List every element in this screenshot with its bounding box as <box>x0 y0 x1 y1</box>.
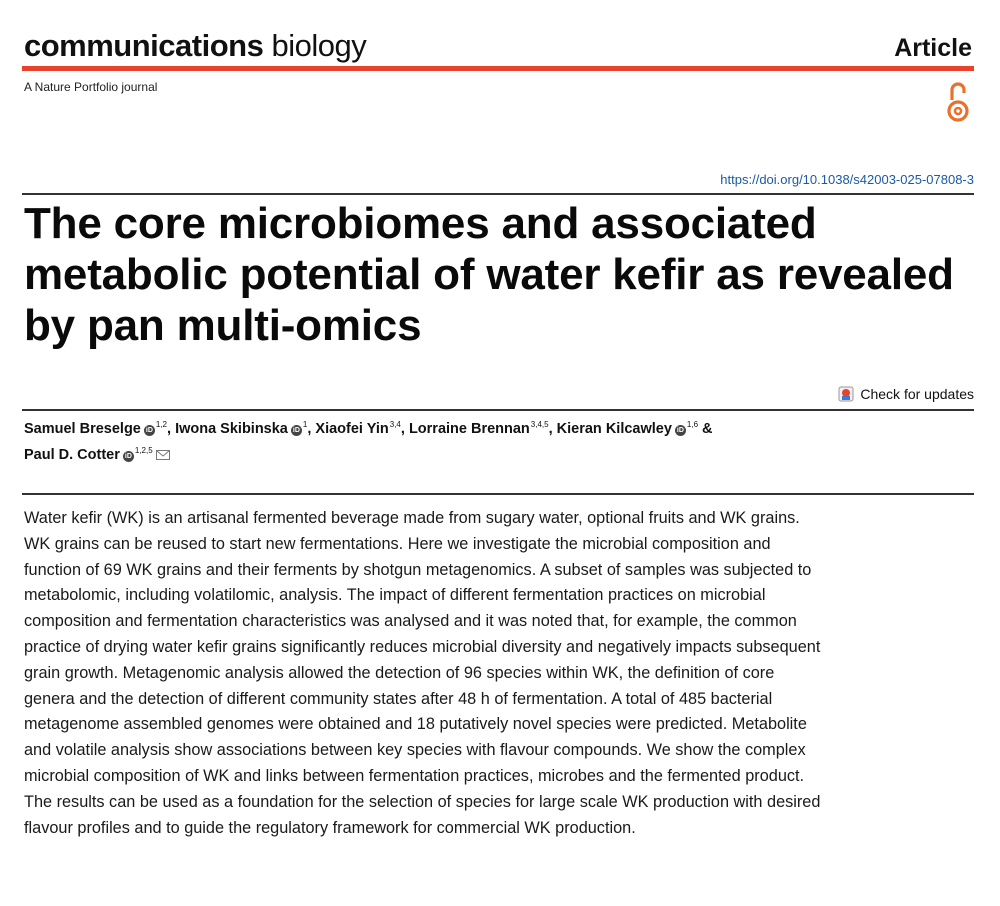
author-name[interactable]: Paul D. Cotter <box>24 447 120 463</box>
author-name[interactable]: Samuel Breselge <box>24 421 141 437</box>
author-affiliation: 3,4 <box>389 420 401 429</box>
abstract-text: Water kefir (WK) is an artisanal fermented beverage made from sugary water, optional fruits and WK grains. WK grains can be reused to start new fermentations. Here we investigate the microbial composition and function of 69 WK grains and their ferments by shotgun metagenomics. A subset of samples was subjected to metabolomic, including volatilomic, analysis. The impact of different fermentation practices on microbial composition and fermentation characteristics was analysed and it was noted that, for example, the common practice of drying water kefir grains significantly reduces microbial diversity and negatively impacts subsequent grain growth. Metagenomic analysis allowed the detection of 96 species within WK, the definition of core genera and the detection of different community states after 48 h of fermentation. A total of 485 bacterial metagenome assembled genomes were obtained and 18 putatively novel species were predicted. Metabolite and volatile analysis show associations between key species with flavour compounds. We show the complex microbial composition of WK and links between fermentation practices, microbes and the fermented product. The results can be used as a foundation for the selection of species for large scale WK production with desired flavour profiles and to guide the regulatory framework for commercial WK production. <box>24 509 821 837</box>
open-access-icon <box>944 80 972 124</box>
divider <box>22 493 974 495</box>
orcid-icon[interactable]: iD <box>145 427 153 434</box>
check-for-updates-button[interactable] <box>838 386 974 402</box>
header-accent-rule <box>22 66 974 71</box>
journal-name-light: biology <box>271 28 367 63</box>
author-name[interactable]: Kieran Kilcawley <box>556 421 672 437</box>
author-affiliation: 1,6 <box>686 420 699 429</box>
article-title: The core microbiomes and associated metabolic potential of water kefir as revealed by pan multi-omics <box>24 199 954 350</box>
orcid-icon[interactable]: iD <box>292 427 300 434</box>
orcid-icon[interactable]: iD <box>124 453 132 460</box>
author-affiliation: 1 <box>302 420 308 429</box>
author-name[interactable]: Lorraine Brennan <box>408 421 530 437</box>
doi-link[interactable]: https://doi.org/10.1038/s42003-025-07808-3 <box>720 172 974 187</box>
divider <box>22 193 974 195</box>
author-affiliation: 1,2,5 <box>134 446 153 455</box>
author-name[interactable]: Xiaofei Yin <box>315 421 389 437</box>
journal-name <box>24 28 366 64</box>
author-name[interactable]: Iwona Skibinska <box>175 421 288 437</box>
author-affiliation: 3,4,5 <box>530 420 549 429</box>
journal-name-bold: communications <box>24 28 264 63</box>
journal-subtitle: A Nature Portfolio journal <box>24 80 158 94</box>
author-affiliation: 1,2 <box>155 420 167 429</box>
check-updates-label: Check for updates <box>860 386 974 402</box>
email-icon[interactable] <box>156 450 170 460</box>
article-type-label: Article <box>894 34 972 62</box>
author-list: Samuel Breselge iD$^{1,2}$, Iwona Skibinska $iD^1$, Xiaofei Yin$^{3,4}$, Lorraine Brennan$^{3,4,5}$, Kieran Kilcawley iD$^{1,6}$ & Paul D. Cotter iD$^{1,2,5}$ <box>24 420 713 463</box>
check-updates-icon <box>838 386 854 402</box>
divider <box>22 409 974 411</box>
orcid-icon[interactable]: iD <box>676 427 684 434</box>
